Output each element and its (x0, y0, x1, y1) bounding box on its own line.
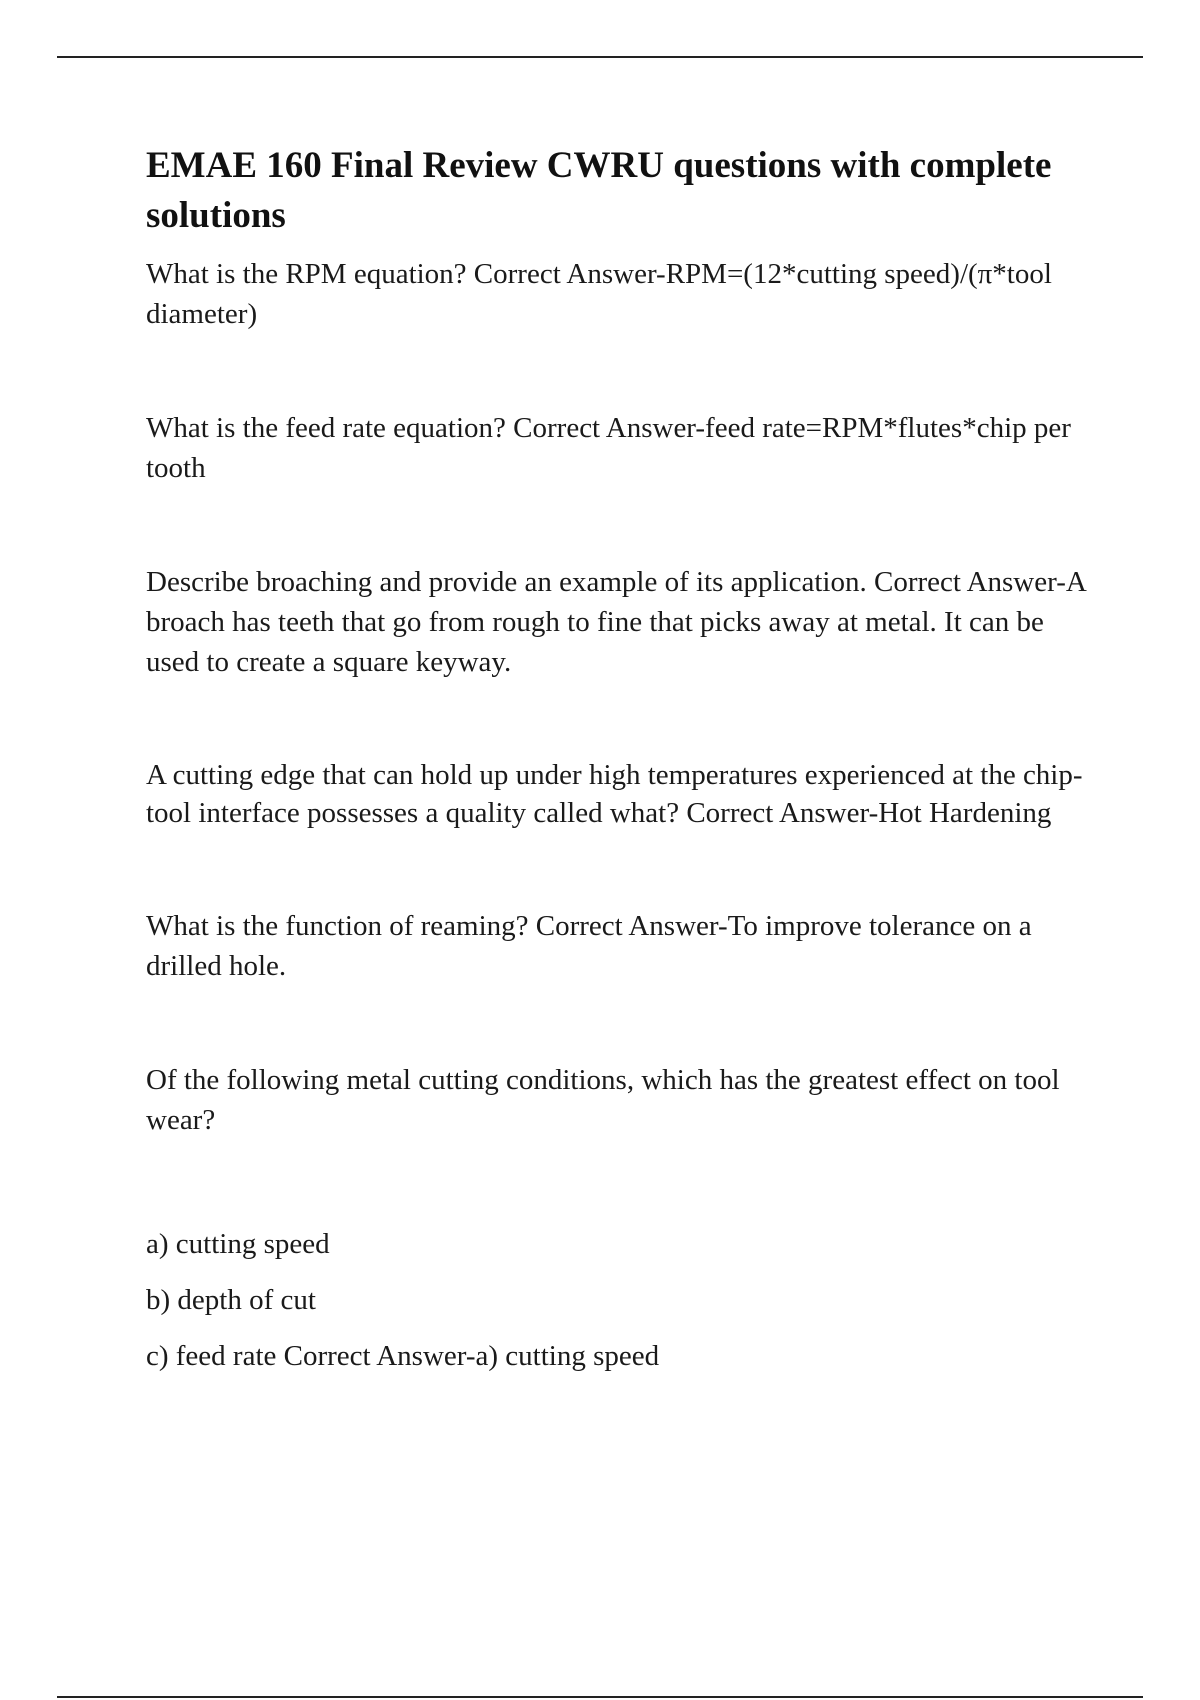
qa-hot-hardening: A cutting edge that can hold up under high temperatures experienced at the chip-tool interface possesses a quality called what? Correct Answer-Hot Hardening (146, 759, 1083, 829)
qa-rpm-equation: What is the RPM equation? Correct Answer-RPM=(12*cutting speed)/(π*tool diameter) (146, 258, 1052, 330)
document-body (146, 141, 1090, 1384)
document-title: EMAE 160 Final Review CWRU questions with complete solutions (146, 145, 1052, 236)
top-divider (57, 56, 1143, 58)
option-c: c) feed rate Correct Answer-a) cutting speed (146, 1340, 660, 1372)
qa-tool-wear-question: Of the following metal cutting conditions, which has the greatest effect on tool wear? (146, 1064, 1060, 1136)
bottom-divider (57, 1696, 1143, 1698)
option-a: a) cutting speed (146, 1228, 330, 1260)
answer-options-list (146, 1216, 1090, 1384)
qa-reaming-function: What is the function of reaming? Correct Answer-To improve tolerance on a drilled hole. (146, 910, 1032, 982)
qa-broaching: Describe broaching and provide an example of its application. Correct Answer-A broach has teeth that go from rough to fine that picks away at metal. It can be used to create a square keyway. (146, 566, 1086, 678)
option-b: b) depth of cut (146, 1284, 316, 1316)
qa-feed-rate-equation: What is the feed rate equation? Correct Answer-feed rate=RPM*flutes*chip per tooth (146, 412, 1071, 484)
